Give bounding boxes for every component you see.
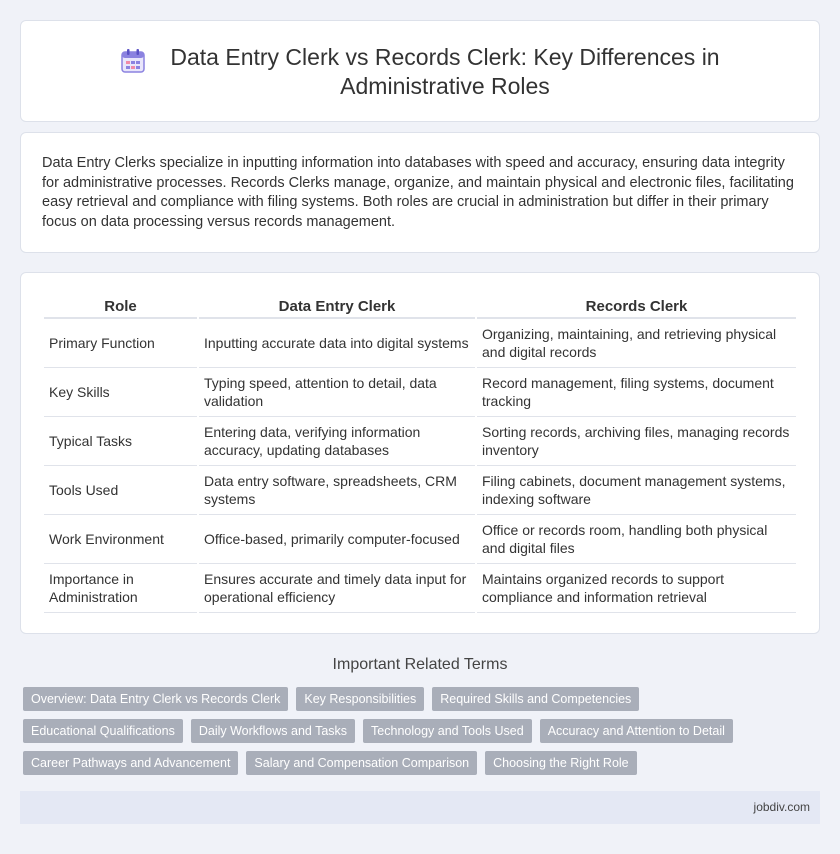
table-row [44,319,796,368]
data-entry-cell: Data entry software, spreadsheets, CRM systems [199,466,475,515]
row-label: Work Environment [44,515,197,564]
calendar-icon [119,47,147,75]
header-role: Role [44,294,197,319]
page-title: Data Entry Clerk vs Records Clerk: Key Differences in Administrative Roles [170,44,720,99]
row-label: Typical Tasks [44,417,197,466]
data-entry-cell: Ensures accurate and timely data input for operational efficiency [199,564,475,613]
data-entry-cell: Inputting accurate data into digital systems [199,319,475,368]
related-terms-heading: Important Related Terms [332,656,508,673]
related-tag[interactable]: Salary and Compensation Comparison [246,751,477,775]
row-label: Tools Used [44,466,197,515]
row-label: Importance in Administration [44,564,197,613]
table-row [44,564,796,613]
data-entry-cell: Typing speed, attention to detail, data validation [199,368,475,417]
related-tag[interactable]: Key Responsibilities [296,687,424,711]
related-tag[interactable]: Career Pathways and Advancement [23,751,238,775]
header-records-clerk: Records Clerk [477,294,796,319]
data-entry-cell: Office-based, primarily computer-focused [199,515,475,564]
comparison-table [42,294,798,613]
records-cell: Organizing, maintaining, and retrieving physical and digital records [477,319,796,368]
table-row [44,417,796,466]
records-cell: Record management, filing systems, document tracking [477,368,796,417]
records-cell: Filing cabinets, document management systems, indexing software [477,466,796,515]
intro-card [20,132,820,253]
related-tag[interactable]: Overview: Data Entry Clerk vs Records Clerk [23,687,288,711]
related-tag[interactable]: Technology and Tools Used [363,719,532,743]
related-tag[interactable]: Daily Workflows and Tasks [191,719,355,743]
footer-site[interactable]: jobdiv.com [753,800,810,814]
title-wrap [21,43,819,101]
header-data-entry-clerk: Data Entry Clerk [199,294,475,319]
table-row [44,515,796,564]
related-tag[interactable]: Choosing the Right Role [485,751,637,775]
records-cell: Office or records room, handling both physical and digital files [477,515,796,564]
table-header-row [44,294,796,319]
table-row [44,466,796,515]
title-card [20,20,820,122]
related-terms-tags [23,687,783,775]
related-tag[interactable]: Educational Qualifications [23,719,183,743]
data-entry-cell: Entering data, verifying information accuracy, updating databases [199,417,475,466]
related-tag[interactable]: Accuracy and Attention to Detail [540,719,733,743]
records-cell: Maintains organized records to support compliance and information retrieval [477,564,796,613]
row-label: Key Skills [44,368,197,417]
related-tag[interactable]: Required Skills and Competencies [432,687,639,711]
records-cell: Sorting records, archiving files, managing records inventory [477,417,796,466]
row-label: Primary Function [44,319,197,368]
comparison-card [20,272,820,634]
intro-paragraph: Data Entry Clerks specialize in inputting information into databases with speed and accuracy, ensuring data integrity for administrative processes. Records Clerks manage, organize, and maintain physical and electronic files, facilitating easy retrieval and compliance with filing systems. Both roles are crucial in administration but differ in their primary focus on data processing versus records management. [42,155,794,230]
table-row [44,368,796,417]
footer [20,791,820,824]
